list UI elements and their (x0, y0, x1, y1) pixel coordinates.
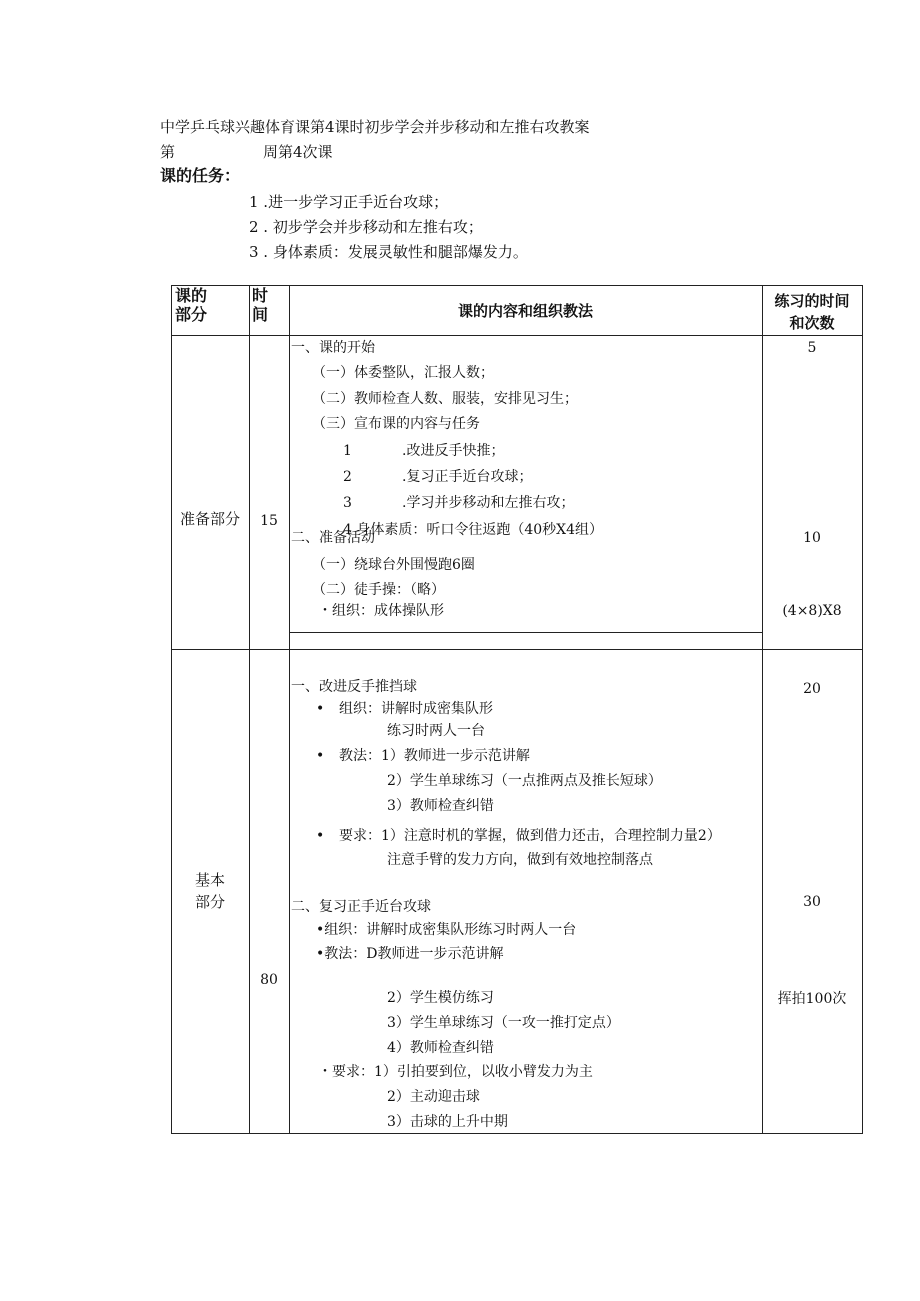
basic-line: 教法：1）教师进一步示范讲解 (339, 748, 530, 764)
prep-sublist-number: 3 (343, 495, 352, 511)
header-part-line1: 课的 (175, 286, 208, 305)
basic-practice: 20 (803, 681, 821, 697)
header-content: 课的内容和组织教法 (457, 302, 593, 320)
basic-line: 二、复习正手近台攻球 (291, 899, 431, 915)
page-title: 中学乒乓球兴趣体育课第4课时初步学会并步移动和左推右攻教案 (160, 118, 590, 136)
header-part-line2: 部分 (175, 305, 208, 324)
prep-part-label: 准备部分 (179, 510, 240, 528)
prep-sublist-number: 2 (343, 469, 352, 485)
basic-line: 一、改进反手推挡球 (291, 679, 417, 695)
basic-time: 80 (260, 972, 278, 988)
basic-line: •组织：讲解时成密集队形练习时两人一台 (316, 922, 577, 938)
tasks-heading: 课的任务： (160, 166, 241, 185)
bullet: • (316, 828, 325, 844)
basic-practice: 30 (803, 894, 821, 910)
prep-line: （二）徒手操：（略） (312, 582, 445, 598)
prep-sublist-text: .复习正手近台攻球； (402, 469, 533, 485)
basic-line: 4）教师检查纠错 (387, 1040, 494, 1056)
header-practice-line1: 练习的时间 (774, 292, 850, 310)
prep-sublist-number: 1 (343, 443, 352, 459)
basic-line: 3）教师检查纠错 (387, 798, 494, 814)
basic-line: 练习时两人一台 (387, 723, 485, 739)
week-label-right: 周第4次课 (263, 143, 333, 161)
prep-line: （一）绕球台外围慢跑6圈 (312, 557, 475, 573)
basic-line: 要求：1）注意时机的掌握，做到借力还击，合理控制力量2） (339, 828, 721, 844)
basic-line: 2）主动迎击球 (387, 1089, 480, 1105)
prep-sublist-clipped: 4 身体素质：听口令往返跑（40秒X4组） (343, 522, 604, 538)
prep-practice: 10 (803, 530, 821, 546)
prep-practice: (4×8)X8 (782, 603, 842, 619)
prep-line: 一、课的开始 (291, 340, 375, 356)
prep-line: 二、准备活动 (291, 530, 375, 546)
header-time-line1: 时 (252, 286, 269, 305)
prep-line: （二）教师检查人数、服装，安排见习生； (312, 391, 578, 407)
basic-part-label-line2: 部分 (194, 893, 225, 911)
basic-line: 3）学生单球练习（一攻一推打定点） (387, 1015, 620, 1031)
header-time-line2: 间 (252, 305, 269, 324)
task-item-3: 3 . 身体素质：发展灵敏性和腿部爆发力。 (249, 243, 528, 261)
prep-sublist-text: .改进反手快推； (402, 443, 505, 459)
basic-line: 3）击球的上升中期 (387, 1114, 508, 1130)
basic-part-label-line1: 基本 (194, 871, 225, 889)
task-item-2: 2 . 初步学会并步移动和左推右攻； (249, 218, 483, 236)
basic-line: •教法：D教师进一步示范讲解 (316, 946, 504, 962)
prep-line: ・组织：成体操队形 (318, 603, 444, 619)
task-item-1: 1 .进一步学习正手近台攻球； (249, 193, 449, 211)
week-label-left: 第 (160, 143, 176, 161)
bullet: • (316, 701, 325, 717)
prep-time: 15 (260, 513, 278, 529)
bullet: • (316, 748, 325, 764)
basic-line: 组织：讲解时成密集队形 (339, 701, 493, 717)
prep-sublist-text: .学习并步移动和左推右攻； (402, 495, 575, 511)
prep-line: （一）体委整队，汇报人数； (312, 365, 494, 381)
basic-line: 2）学生模仿练习 (387, 990, 494, 1006)
header-practice-line2: 和次数 (789, 314, 835, 332)
basic-practice: 挥拍100次 (777, 991, 847, 1007)
basic-line: 2）学生单球练习（一点推两点及推长短球） (387, 773, 662, 789)
prep-practice: 5 (807, 340, 817, 356)
prep-line: （三）宣布课的内容与任务 (312, 416, 480, 432)
basic-line: ・要求：1）引拍要到位，以收小臂发力为主 (318, 1064, 593, 1080)
basic-line: 注意手臂的发力方向，做到有效地控制落点 (387, 852, 653, 868)
